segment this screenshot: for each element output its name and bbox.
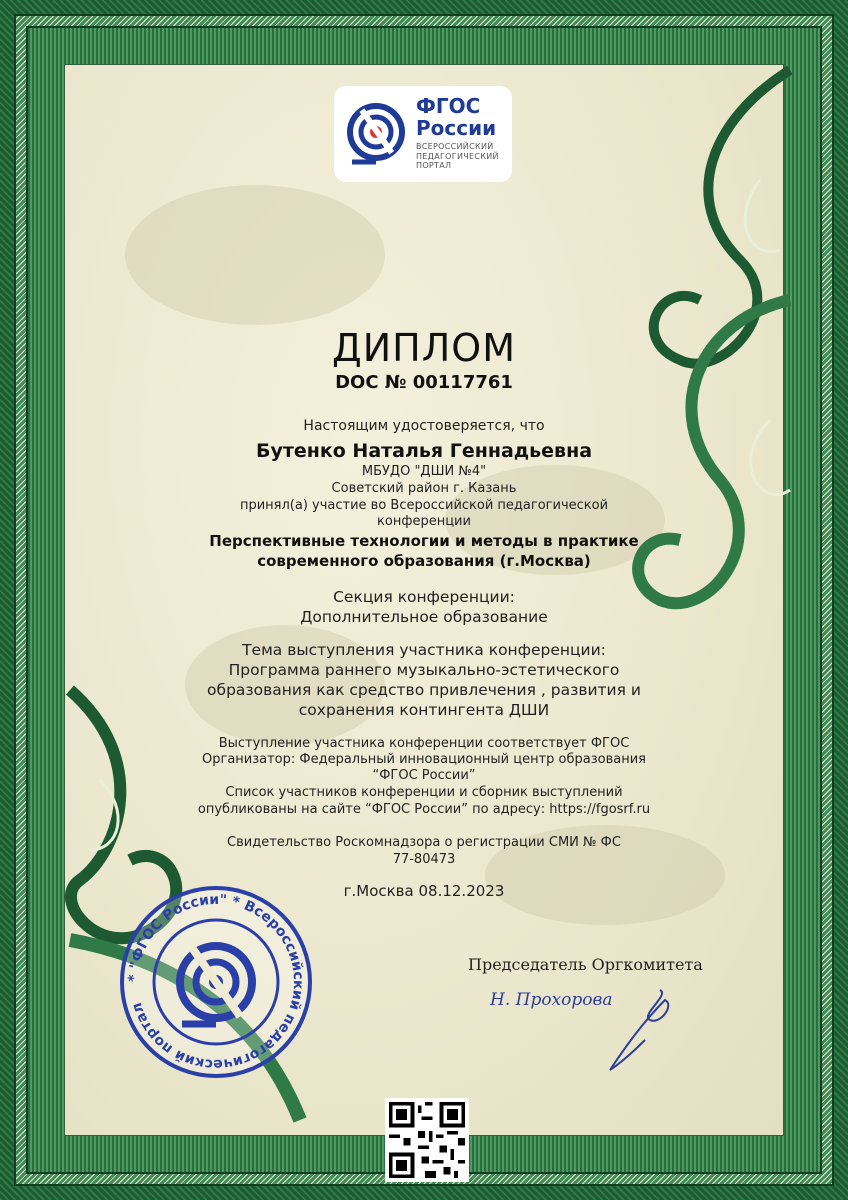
registration-line2: 77-80473 bbox=[392, 852, 456, 867]
qr-code[interactable] bbox=[385, 1098, 469, 1182]
compliance-text: Выступление участника конференции соответствует ФГОС bbox=[218, 736, 630, 751]
topic-line1: Программа раннего музыкально-эстетического bbox=[228, 661, 620, 679]
section-label: Секция конференции: bbox=[333, 588, 515, 606]
conference-line2: современного образования (г.Москва) bbox=[257, 552, 591, 570]
place-date: г.Москва 08.12.2023 bbox=[343, 882, 505, 900]
document-number: DOC № 00117761 bbox=[335, 372, 513, 393]
logo-text-line1: ФГОС bbox=[416, 94, 481, 118]
logo-subtitle: ВСЕРОССИЙСКИЙ ПЕДАГОГИЧЕСКИЙ ПОРТАЛ bbox=[416, 142, 499, 170]
topic-label: Тема выступления участника конференции: bbox=[242, 641, 606, 659]
section-value: Дополнительное образование bbox=[300, 608, 548, 626]
organizer-line1: Организатор: Федеральный инновационный центр образования bbox=[202, 752, 646, 767]
fgos-logo bbox=[334, 86, 512, 182]
recipient-name: Бутенко Наталья Геннадьевна bbox=[255, 440, 593, 462]
certify-text: Настоящим удостоверяется, что bbox=[303, 418, 545, 434]
publication-line1: Список участников конференции и сборник выступлений bbox=[225, 785, 623, 800]
organizer-line2: “ФГОС России” bbox=[372, 768, 476, 783]
signature-title: Председатель Оргкомитета bbox=[468, 955, 703, 974]
conference-line1: Перспективные технологии и методы в практике bbox=[209, 532, 639, 550]
participation-line1: принял(а) участие во Всероссийской педагогической bbox=[239, 498, 609, 513]
official-stamp bbox=[118, 884, 314, 1080]
handwritten-signature bbox=[600, 985, 680, 1075]
registration-line1: Свидетельство Роскомнадзора о регистрации СМИ № ФС bbox=[227, 835, 621, 850]
topic-line3: сохранения контингента ДШИ bbox=[298, 701, 550, 719]
fgos-emblem-icon bbox=[346, 98, 412, 170]
logo-text-line2: России bbox=[416, 116, 497, 140]
signature-name: Н. Прохорова bbox=[490, 990, 613, 1010]
topic-line2: образования как средство привлечения , развития и bbox=[207, 681, 641, 699]
qr-code-icon bbox=[389, 1102, 465, 1178]
participation-line2: конференции bbox=[377, 514, 471, 529]
institution: МБУДО "ДШИ №4" bbox=[361, 464, 487, 479]
stamp-ring-text: * "ФГОС России" * Всероссийский педагогический портал bbox=[125, 891, 307, 1073]
location: Советский район г. Казань bbox=[331, 481, 517, 496]
publication-line2: опубликованы на сайте “ФГОС России” по адресу: https://fgosrf.ru bbox=[197, 802, 651, 817]
diploma-title: ДИПЛОМ bbox=[332, 326, 516, 370]
